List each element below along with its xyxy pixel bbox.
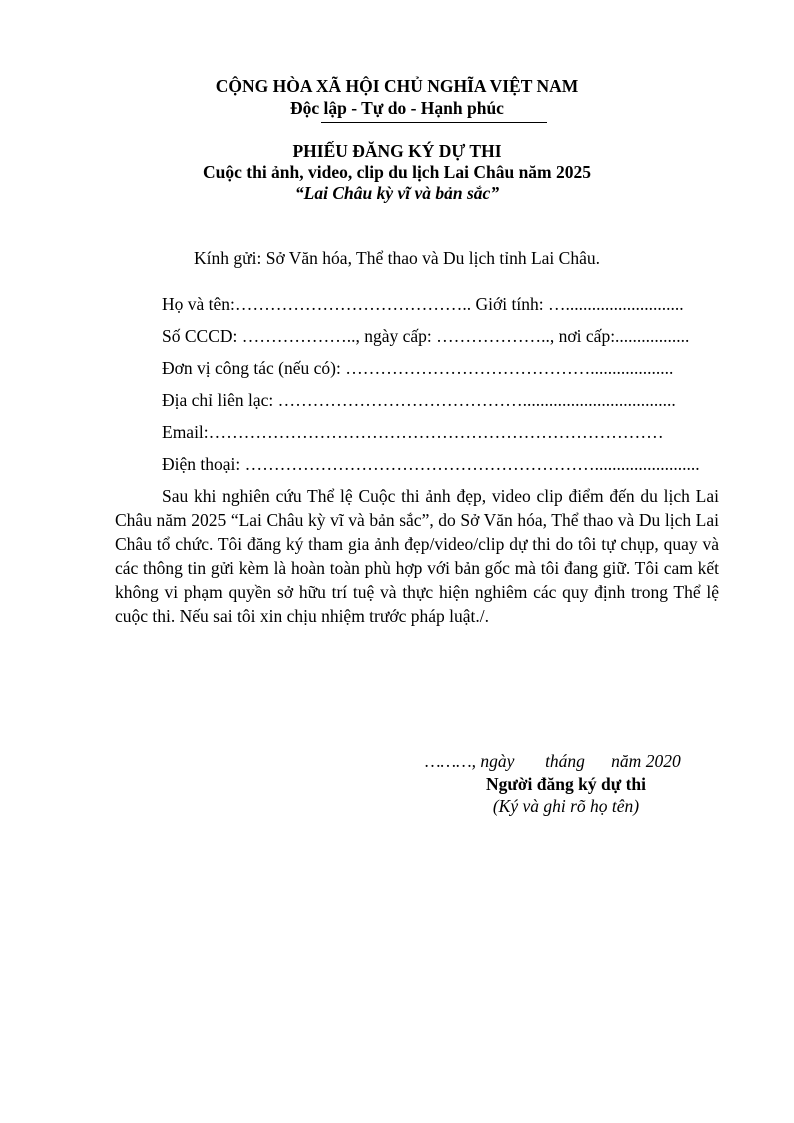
field-email: Email:…………………………………………………………………… — [162, 422, 664, 442]
field-full-name-gender: Họ và tên:………………………………….. Giới tính: …........................... — [162, 294, 684, 314]
signature-note: (Ký và ghi rõ họ tên) — [492, 796, 640, 816]
national-name: CỘNG HÒA XÃ HỘI CHỦ NGHĨA VIỆT NAM — [215, 76, 579, 96]
declaration-paragraph: Sau khi nghiên cứu Thể lệ Cuộc thi ảnh đẹp, video clip điểm đến du lịch Lai Châu năm 2025 “Lai Châu kỳ vĩ và bản sắc”, do Sở Văn hóa, Thể thao và Du lịch Lai Châu tổ chức. Tôi đăng ký tham gia ảnh đẹp/video/clip dự thi do tôi tự chụp, quay và các thông tin gửi kèm là hoàn toàn phù hợp với bản gốc mà tôi đang giữ. Tôi cam kết không vi phạm quyền sở hữu trí tuệ và thực hiện nghiêm các quy định trong Thể lệ cuộc thi. Nếu sai tôi xin chịu nhiệm trước pháp luật./. — [115, 486, 719, 626]
field-phone: Điện thoại: ……………………………………………………........................ — [162, 454, 700, 474]
field-address: Địa chỉ liên lạc: ……………………………………................................... — [162, 390, 676, 410]
field-workplace: Đơn vị công tác (nếu có): ……………………………………................... — [162, 358, 674, 378]
national-motto: Độc lập - Tự do - Hạnh phúc — [290, 98, 504, 118]
form-title: PHIẾU ĐĂNG KÝ DỰ THI — [292, 141, 502, 161]
signature-date-line: ………, ngày tháng năm 2020 — [425, 751, 681, 771]
motto-underline — [321, 122, 547, 123]
recipient-line: Kính gửi: Sở Văn hóa, Thể thao và Du lịch tỉnh Lai Châu. — [194, 248, 600, 268]
contest-name: Cuộc thi ảnh, video, clip du lịch Lai Châu năm 2025 — [203, 162, 591, 182]
contest-slogan: “Lai Châu kỳ vĩ và bản sắc” — [294, 183, 500, 203]
form-body — [115, 292, 719, 628]
field-id-card: Số CCCD: ……………….., ngày cấp: ……………….., nơi cấp:................. — [162, 326, 690, 346]
signature-title: Người đăng ký dự thi — [485, 774, 647, 794]
